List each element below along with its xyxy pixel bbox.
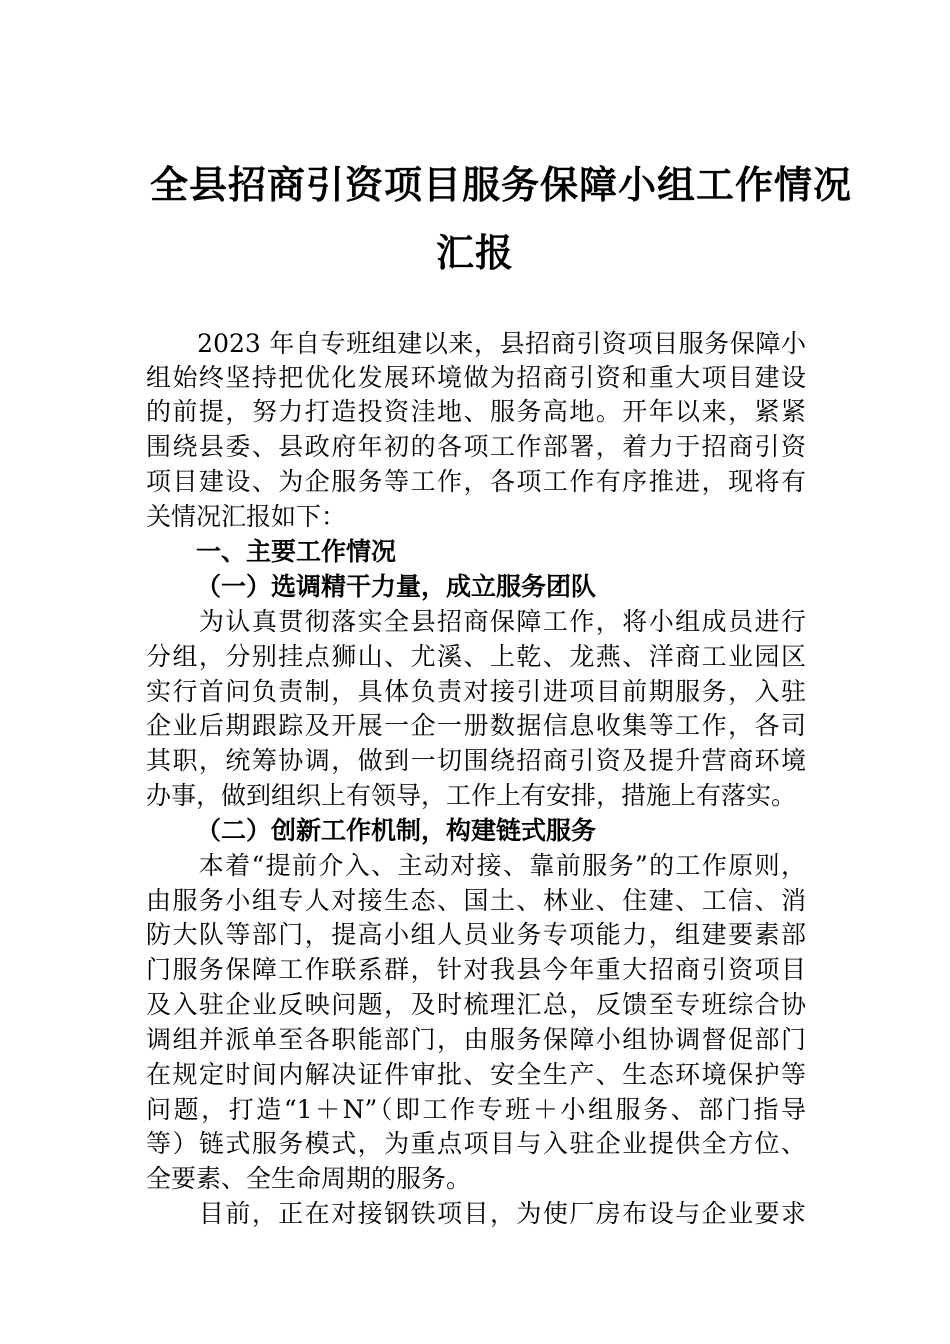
intro-line: 2023 年自专班组建以来，县招商引资项目服务保障小 bbox=[146, 329, 806, 358]
paragraph-line: 企业后期跟踪及开展一企一册数据信息收集等工作，各司 bbox=[146, 711, 806, 740]
paragraph-line: 其职，统筹协调，做到一切围绕招商引资及提升营商环境 bbox=[146, 746, 806, 775]
paragraph-line: 及入驻企业反映问题，及时梳理汇总，反馈至专班综合协 bbox=[146, 990, 806, 1019]
document-title-line-1: 全县招商引资项目服务保障小组工作情况 bbox=[150, 162, 853, 207]
subsection-heading: （一）选调精干力量，成立服务团队 bbox=[196, 572, 597, 601]
paragraph-line: 本着“提前介入、主动对接、靠前服务”的工作原则， bbox=[146, 851, 806, 880]
paragraph-line: 办事，做到组织上有领导，工作上有安排，措施上有落实。 bbox=[146, 781, 797, 810]
paragraph-line: 分组，分别挂点狮山、尤溪、上乾、龙燕、洋商工业园区 bbox=[146, 642, 806, 671]
paragraph-line: 为认真贯彻落实全县招商保障工作，将小组成员进行 bbox=[146, 607, 806, 636]
paragraph-line: 门服务保障工作联系群，针对我县今年重大招商引资项目 bbox=[146, 955, 806, 984]
document-title-line-2: 汇报 bbox=[435, 230, 514, 275]
paragraph-line: 调组并派单至各职能部门，由服务保障小组协调督促部门 bbox=[146, 1025, 806, 1054]
paragraph-line: 防大队等部门，提高小组人员业务专项能力，组建要素部 bbox=[146, 920, 806, 949]
paragraph-line: 由服务小组专人对接生态、国土、林业、住建、工信、消 bbox=[146, 886, 806, 915]
intro-line: 围绕县委、县政府年初的各项工作部署，着力于招商引资 bbox=[146, 432, 806, 461]
intro-line: 的前提，努力打造投资洼地、服务高地。开年以来，紧紧 bbox=[146, 397, 806, 426]
paragraph-line: 在规定时间内解决证件审批、安全生产、生态环境保护等 bbox=[146, 1060, 806, 1089]
intro-line: 关情况汇报如下： bbox=[146, 502, 347, 531]
paragraph-line: 实行首问负责制，具体负责对接引进项目前期服务，入驻 bbox=[146, 677, 806, 706]
paragraph-line: 目前，正在对接钢铁项目，为使厂房布设与企业要求 bbox=[146, 1199, 806, 1228]
paragraph-line: 等）链式服务模式，为重点项目与入驻企业提供全方位、 bbox=[146, 1129, 806, 1158]
intro-line: 项目建设、为企服务等工作，各项工作有序推进，现将有 bbox=[146, 467, 806, 496]
section-heading: 一、主要工作情况 bbox=[196, 537, 397, 566]
subsection-heading: （二）创新工作机制，构建链式服务 bbox=[196, 816, 597, 845]
paragraph-line: 全要素、全生命周期的服务。 bbox=[146, 1164, 472, 1193]
paragraph-line: 问题，打造“1＋N”（即工作专班＋小组服务、部门指导 bbox=[146, 1095, 806, 1124]
intro-line: 组始终坚持把优化发展环境做为招商引资和重大项目建设 bbox=[146, 363, 806, 392]
